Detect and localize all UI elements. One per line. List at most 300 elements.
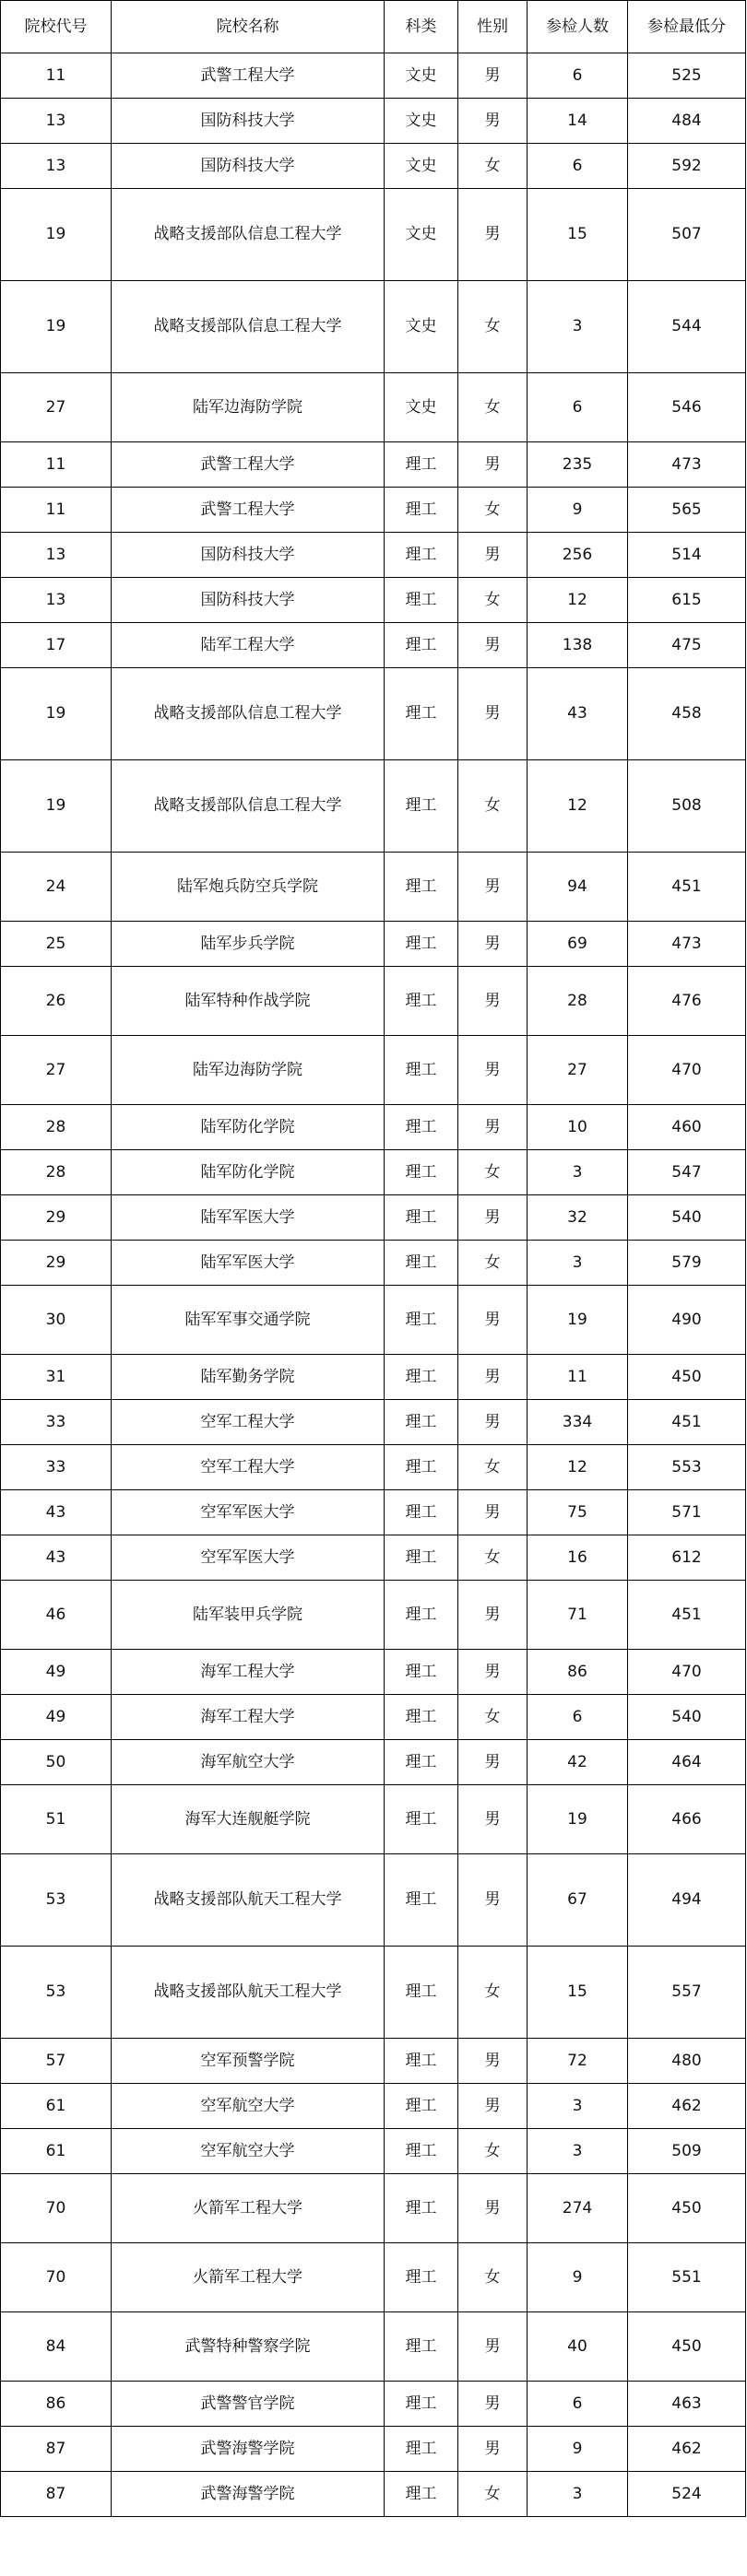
cell-code: 49 bbox=[1, 1695, 112, 1740]
cell-gender: 女 bbox=[458, 373, 528, 442]
table-row bbox=[1, 1490, 746, 1535]
cell-min-score: 475 bbox=[628, 623, 746, 668]
cell-category: 理工 bbox=[385, 2084, 458, 2129]
cell-min-score: 509 bbox=[628, 2129, 746, 2174]
cell-min-score: 470 bbox=[628, 1650, 746, 1695]
cell-gender: 男 bbox=[458, 922, 528, 967]
cell-category: 理工 bbox=[385, 2472, 458, 2517]
cell-min-score: 494 bbox=[628, 1854, 746, 1947]
table-row bbox=[1, 1854, 746, 1947]
cell-count: 27 bbox=[528, 1036, 628, 1105]
cell-min-score: 546 bbox=[628, 373, 746, 442]
cell-category: 理工 bbox=[385, 1581, 458, 1650]
table-row bbox=[1, 1740, 746, 1785]
cell-name: 海军工程大学 bbox=[112, 1650, 385, 1695]
table-row bbox=[1, 1650, 746, 1695]
cell-min-score: 547 bbox=[628, 1150, 746, 1195]
table-row bbox=[1, 2174, 746, 2243]
cell-code: 13 bbox=[1, 533, 112, 578]
cell-code: 28 bbox=[1, 1105, 112, 1150]
cell-code: 13 bbox=[1, 144, 112, 189]
cell-category: 理工 bbox=[385, 2312, 458, 2382]
cell-name: 国防科技大学 bbox=[112, 144, 385, 189]
cell-gender: 女 bbox=[458, 578, 528, 623]
cell-count: 9 bbox=[528, 2427, 628, 2472]
table-row bbox=[1, 2084, 746, 2129]
cell-name: 武警工程大学 bbox=[112, 488, 385, 533]
cell-name: 武警特种警察学院 bbox=[112, 2312, 385, 2382]
cell-code: 43 bbox=[1, 1535, 112, 1581]
table-row bbox=[1, 1695, 746, 1740]
table-row bbox=[1, 760, 746, 853]
cell-gender: 男 bbox=[458, 2084, 528, 2129]
cell-code: 86 bbox=[1, 2382, 112, 2427]
cell-name: 武警工程大学 bbox=[112, 442, 385, 488]
cell-min-score: 463 bbox=[628, 2382, 746, 2427]
table-row bbox=[1, 488, 746, 533]
cell-category: 理工 bbox=[385, 1195, 458, 1241]
cell-gender: 男 bbox=[458, 189, 528, 281]
cell-code: 87 bbox=[1, 2472, 112, 2517]
cell-category: 理工 bbox=[385, 1445, 458, 1490]
cell-gender: 男 bbox=[458, 2382, 528, 2427]
cell-code: 26 bbox=[1, 967, 112, 1036]
cell-name: 火箭军工程大学 bbox=[112, 2174, 385, 2243]
cell-name: 陆军装甲兵学院 bbox=[112, 1581, 385, 1650]
cell-name: 武警海警学院 bbox=[112, 2472, 385, 2517]
header-row bbox=[1, 1, 746, 53]
cell-category: 理工 bbox=[385, 760, 458, 853]
cell-name: 空军军医大学 bbox=[112, 1535, 385, 1581]
cell-name: 陆军特种作战学院 bbox=[112, 967, 385, 1036]
table-row bbox=[1, 1150, 746, 1195]
cell-code: 70 bbox=[1, 2174, 112, 2243]
cell-name: 火箭军工程大学 bbox=[112, 2243, 385, 2312]
cell-category: 理工 bbox=[385, 2174, 458, 2243]
cell-gender: 男 bbox=[458, 1036, 528, 1105]
cell-name: 海军工程大学 bbox=[112, 1695, 385, 1740]
cell-min-score: 540 bbox=[628, 1695, 746, 1740]
cell-count: 334 bbox=[528, 1400, 628, 1445]
cell-min-score: 514 bbox=[628, 533, 746, 578]
cell-name: 陆军边海防学院 bbox=[112, 373, 385, 442]
table-row bbox=[1, 853, 746, 922]
cell-code: 33 bbox=[1, 1445, 112, 1490]
cell-category: 理工 bbox=[385, 2039, 458, 2084]
cell-gender: 男 bbox=[458, 1490, 528, 1535]
cell-count: 235 bbox=[528, 442, 628, 488]
cell-category: 理工 bbox=[385, 967, 458, 1036]
cell-gender: 女 bbox=[458, 1947, 528, 2039]
table-row bbox=[1, 1036, 746, 1105]
cell-code: 29 bbox=[1, 1195, 112, 1241]
cell-count: 6 bbox=[528, 2382, 628, 2427]
cell-gender: 男 bbox=[458, 1581, 528, 1650]
cell-count: 256 bbox=[528, 533, 628, 578]
cell-min-score: 451 bbox=[628, 853, 746, 922]
cell-count: 14 bbox=[528, 99, 628, 144]
table-row bbox=[1, 2243, 746, 2312]
cell-count: 15 bbox=[528, 189, 628, 281]
cell-code: 50 bbox=[1, 1740, 112, 1785]
cell-category: 理工 bbox=[385, 1695, 458, 1740]
cell-name: 陆军勤务学院 bbox=[112, 1355, 385, 1400]
cell-code: 57 bbox=[1, 2039, 112, 2084]
cell-category: 理工 bbox=[385, 1355, 458, 1400]
table-row bbox=[1, 442, 746, 488]
cell-min-score: 473 bbox=[628, 922, 746, 967]
cell-count: 3 bbox=[528, 2084, 628, 2129]
cell-category: 理工 bbox=[385, 1400, 458, 1445]
cell-category: 理工 bbox=[385, 2382, 458, 2427]
cell-gender: 男 bbox=[458, 1740, 528, 1785]
cell-code: 11 bbox=[1, 488, 112, 533]
cell-min-score: 462 bbox=[628, 2084, 746, 2129]
cell-count: 12 bbox=[528, 760, 628, 853]
cell-gender: 男 bbox=[458, 623, 528, 668]
cell-count: 274 bbox=[528, 2174, 628, 2243]
cell-min-score: 612 bbox=[628, 1535, 746, 1581]
cell-code: 43 bbox=[1, 1490, 112, 1535]
cell-name: 陆军炮兵防空兵学院 bbox=[112, 853, 385, 922]
cell-code: 19 bbox=[1, 189, 112, 281]
cell-gender: 男 bbox=[458, 2312, 528, 2382]
cell-gender: 男 bbox=[458, 853, 528, 922]
cell-gender: 男 bbox=[458, 2039, 528, 2084]
cell-gender: 女 bbox=[458, 1695, 528, 1740]
cell-gender: 男 bbox=[458, 1355, 528, 1400]
cell-code: 49 bbox=[1, 1650, 112, 1695]
cell-category: 理工 bbox=[385, 488, 458, 533]
cell-min-score: 470 bbox=[628, 1036, 746, 1105]
cell-code: 53 bbox=[1, 1947, 112, 2039]
cell-code: 51 bbox=[1, 1785, 112, 1854]
cell-code: 11 bbox=[1, 53, 112, 99]
cell-gender: 女 bbox=[458, 1150, 528, 1195]
table-row bbox=[1, 281, 746, 373]
cell-category: 文史 bbox=[385, 373, 458, 442]
header-count: 参检人数 bbox=[528, 1, 628, 53]
cell-gender: 女 bbox=[458, 144, 528, 189]
cell-count: 12 bbox=[528, 578, 628, 623]
cell-name: 空军航空大学 bbox=[112, 2084, 385, 2129]
cell-gender: 男 bbox=[458, 1400, 528, 1445]
cell-min-score: 551 bbox=[628, 2243, 746, 2312]
cell-count: 42 bbox=[528, 1740, 628, 1785]
cell-category: 理工 bbox=[385, 578, 458, 623]
cell-code: 13 bbox=[1, 99, 112, 144]
table-row bbox=[1, 2382, 746, 2427]
cell-category: 理工 bbox=[385, 1490, 458, 1535]
cell-name: 国防科技大学 bbox=[112, 578, 385, 623]
cell-name: 海军航空大学 bbox=[112, 1740, 385, 1785]
cell-gender: 男 bbox=[458, 1195, 528, 1241]
cell-gender: 女 bbox=[458, 760, 528, 853]
cell-name: 陆军军事交通学院 bbox=[112, 1286, 385, 1355]
cell-count: 6 bbox=[528, 53, 628, 99]
cell-min-score: 480 bbox=[628, 2039, 746, 2084]
cell-name: 国防科技大学 bbox=[112, 533, 385, 578]
cell-category: 理工 bbox=[385, 853, 458, 922]
cell-gender: 男 bbox=[458, 1286, 528, 1355]
table-row bbox=[1, 2427, 746, 2472]
table-row bbox=[1, 1785, 746, 1854]
cell-count: 9 bbox=[528, 488, 628, 533]
cell-category: 文史 bbox=[385, 281, 458, 373]
cell-code: 28 bbox=[1, 1150, 112, 1195]
cell-min-score: 508 bbox=[628, 760, 746, 853]
cell-count: 28 bbox=[528, 967, 628, 1036]
table-row bbox=[1, 144, 746, 189]
cell-name: 海军大连舰艇学院 bbox=[112, 1785, 385, 1854]
cell-gender: 女 bbox=[458, 2472, 528, 2517]
cell-min-score: 450 bbox=[628, 1355, 746, 1400]
cell-name: 武警工程大学 bbox=[112, 53, 385, 99]
cell-gender: 男 bbox=[458, 2174, 528, 2243]
table-row bbox=[1, 967, 746, 1036]
table-row bbox=[1, 1535, 746, 1581]
table-row bbox=[1, 189, 746, 281]
table-row bbox=[1, 1947, 746, 2039]
cell-count: 9 bbox=[528, 2243, 628, 2312]
cell-gender: 男 bbox=[458, 1854, 528, 1947]
cell-min-score: 592 bbox=[628, 144, 746, 189]
cell-min-score: 615 bbox=[628, 578, 746, 623]
table-row bbox=[1, 623, 746, 668]
cell-count: 19 bbox=[528, 1785, 628, 1854]
cell-min-score: 464 bbox=[628, 1740, 746, 1785]
cell-min-score: 553 bbox=[628, 1445, 746, 1490]
cell-category: 理工 bbox=[385, 1105, 458, 1150]
cell-min-score: 466 bbox=[628, 1785, 746, 1854]
cell-count: 72 bbox=[528, 2039, 628, 2084]
cell-count: 43 bbox=[528, 668, 628, 760]
cell-min-score: 557 bbox=[628, 1947, 746, 2039]
table-row bbox=[1, 2312, 746, 2382]
cell-category: 文史 bbox=[385, 99, 458, 144]
table-row bbox=[1, 578, 746, 623]
cell-name: 空军工程大学 bbox=[112, 1400, 385, 1445]
cell-count: 6 bbox=[528, 373, 628, 442]
cell-code: 19 bbox=[1, 281, 112, 373]
cell-gender: 男 bbox=[458, 533, 528, 578]
table-row bbox=[1, 373, 746, 442]
cell-name: 战略支援部队信息工程大学 bbox=[112, 281, 385, 373]
cell-name: 陆军军医大学 bbox=[112, 1241, 385, 1286]
table-row bbox=[1, 533, 746, 578]
cell-code: 29 bbox=[1, 1241, 112, 1286]
cell-name: 战略支援部队信息工程大学 bbox=[112, 760, 385, 853]
cell-category: 理工 bbox=[385, 922, 458, 967]
cell-name: 空军航空大学 bbox=[112, 2129, 385, 2174]
cell-min-score: 507 bbox=[628, 189, 746, 281]
cell-name: 战略支援部队信息工程大学 bbox=[112, 668, 385, 760]
cell-code: 30 bbox=[1, 1286, 112, 1355]
cell-min-score: 476 bbox=[628, 967, 746, 1036]
cell-gender: 女 bbox=[458, 488, 528, 533]
table-row bbox=[1, 1241, 746, 1286]
cell-count: 6 bbox=[528, 1695, 628, 1740]
cell-name: 空军工程大学 bbox=[112, 1445, 385, 1490]
cell-code: 70 bbox=[1, 2243, 112, 2312]
cell-code: 87 bbox=[1, 2427, 112, 2472]
cell-count: 86 bbox=[528, 1650, 628, 1695]
cell-count: 3 bbox=[528, 281, 628, 373]
cell-name: 战略支援部队信息工程大学 bbox=[112, 189, 385, 281]
cell-gender: 女 bbox=[458, 2243, 528, 2312]
header-min-score: 参检最低分 bbox=[628, 1, 746, 53]
cell-min-score: 462 bbox=[628, 2427, 746, 2472]
cell-min-score: 524 bbox=[628, 2472, 746, 2517]
cell-code: 84 bbox=[1, 2312, 112, 2382]
cell-gender: 男 bbox=[458, 53, 528, 99]
cell-category: 文史 bbox=[385, 189, 458, 281]
cell-gender: 男 bbox=[458, 668, 528, 760]
cell-code: 25 bbox=[1, 922, 112, 967]
cell-category: 理工 bbox=[385, 1740, 458, 1785]
header-category: 科类 bbox=[385, 1, 458, 53]
cell-category: 文史 bbox=[385, 144, 458, 189]
cell-code: 27 bbox=[1, 1036, 112, 1105]
cell-count: 19 bbox=[528, 1286, 628, 1355]
cell-code: 11 bbox=[1, 442, 112, 488]
table-row bbox=[1, 668, 746, 760]
table-row bbox=[1, 1355, 746, 1400]
cell-count: 16 bbox=[528, 1535, 628, 1581]
cell-name: 陆军军医大学 bbox=[112, 1195, 385, 1241]
cell-count: 94 bbox=[528, 853, 628, 922]
cell-count: 71 bbox=[528, 1581, 628, 1650]
cell-count: 32 bbox=[528, 1195, 628, 1241]
cell-gender: 男 bbox=[458, 99, 528, 144]
header-gender: 性别 bbox=[458, 1, 528, 53]
cell-count: 3 bbox=[528, 1241, 628, 1286]
cell-count: 3 bbox=[528, 1150, 628, 1195]
cell-code: 17 bbox=[1, 623, 112, 668]
cell-code: 19 bbox=[1, 668, 112, 760]
table-row bbox=[1, 1105, 746, 1150]
cell-min-score: 473 bbox=[628, 442, 746, 488]
cell-code: 61 bbox=[1, 2129, 112, 2174]
cell-gender: 女 bbox=[458, 2129, 528, 2174]
table-row bbox=[1, 99, 746, 144]
cell-gender: 女 bbox=[458, 281, 528, 373]
cell-category: 理工 bbox=[385, 1947, 458, 2039]
cell-code: 13 bbox=[1, 578, 112, 623]
cell-name: 陆军边海防学院 bbox=[112, 1036, 385, 1105]
cell-category: 理工 bbox=[385, 1241, 458, 1286]
table-row bbox=[1, 53, 746, 99]
cell-category: 理工 bbox=[385, 1650, 458, 1695]
cell-gender: 男 bbox=[458, 1650, 528, 1695]
cell-code: 33 bbox=[1, 1400, 112, 1445]
cell-category: 理工 bbox=[385, 2129, 458, 2174]
cell-min-score: 579 bbox=[628, 1241, 746, 1286]
cell-count: 11 bbox=[528, 1355, 628, 1400]
cell-category: 理工 bbox=[385, 668, 458, 760]
cell-gender: 女 bbox=[458, 1241, 528, 1286]
cell-category: 文史 bbox=[385, 53, 458, 99]
cell-min-score: 451 bbox=[628, 1400, 746, 1445]
cell-gender: 男 bbox=[458, 2427, 528, 2472]
cell-min-score: 484 bbox=[628, 99, 746, 144]
table-row bbox=[1, 2039, 746, 2084]
cell-gender: 男 bbox=[458, 967, 528, 1036]
cell-count: 138 bbox=[528, 623, 628, 668]
cell-code: 19 bbox=[1, 760, 112, 853]
table-row bbox=[1, 1400, 746, 1445]
cell-name: 战略支援部队航天工程大学 bbox=[112, 1854, 385, 1947]
cell-count: 40 bbox=[528, 2312, 628, 2382]
cell-category: 理工 bbox=[385, 623, 458, 668]
header-code: 院校代号 bbox=[1, 1, 112, 53]
cell-category: 理工 bbox=[385, 1535, 458, 1581]
cell-count: 15 bbox=[528, 1947, 628, 2039]
cell-gender: 女 bbox=[458, 1535, 528, 1581]
cell-min-score: 544 bbox=[628, 281, 746, 373]
cell-count: 67 bbox=[528, 1854, 628, 1947]
header-name: 院校名称 bbox=[112, 1, 385, 53]
cell-name: 武警警官学院 bbox=[112, 2382, 385, 2427]
table-row bbox=[1, 1195, 746, 1241]
cell-category: 理工 bbox=[385, 1785, 458, 1854]
cell-gender: 男 bbox=[458, 1785, 528, 1854]
table-body bbox=[1, 53, 746, 2517]
cell-code: 24 bbox=[1, 853, 112, 922]
cell-code: 46 bbox=[1, 1581, 112, 1650]
cell-gender: 男 bbox=[458, 442, 528, 488]
cell-min-score: 565 bbox=[628, 488, 746, 533]
table-row bbox=[1, 2472, 746, 2517]
cell-code: 53 bbox=[1, 1854, 112, 1947]
cell-name: 战略支援部队航天工程大学 bbox=[112, 1947, 385, 2039]
table-row bbox=[1, 1581, 746, 1650]
cell-count: 3 bbox=[528, 2129, 628, 2174]
cell-count: 75 bbox=[528, 1490, 628, 1535]
cell-category: 理工 bbox=[385, 1036, 458, 1105]
cell-name: 陆军工程大学 bbox=[112, 623, 385, 668]
table-row bbox=[1, 922, 746, 967]
cell-min-score: 451 bbox=[628, 1581, 746, 1650]
table-row bbox=[1, 1445, 746, 1490]
cell-count: 69 bbox=[528, 922, 628, 967]
cell-min-score: 458 bbox=[628, 668, 746, 760]
cell-category: 理工 bbox=[385, 2243, 458, 2312]
cell-min-score: 450 bbox=[628, 2174, 746, 2243]
cell-name: 国防科技大学 bbox=[112, 99, 385, 144]
table-row bbox=[1, 1286, 746, 1355]
cell-min-score: 450 bbox=[628, 2312, 746, 2382]
cell-min-score: 525 bbox=[628, 53, 746, 99]
cell-category: 理工 bbox=[385, 442, 458, 488]
cell-count: 12 bbox=[528, 1445, 628, 1490]
cell-code: 31 bbox=[1, 1355, 112, 1400]
cell-category: 理工 bbox=[385, 2427, 458, 2472]
cell-count: 3 bbox=[528, 2472, 628, 2517]
cell-name: 空军预警学院 bbox=[112, 2039, 385, 2084]
cell-gender: 男 bbox=[458, 1105, 528, 1150]
cell-category: 理工 bbox=[385, 1286, 458, 1355]
cell-name: 陆军防化学院 bbox=[112, 1150, 385, 1195]
cell-code: 61 bbox=[1, 2084, 112, 2129]
cell-min-score: 540 bbox=[628, 1195, 746, 1241]
cell-count: 6 bbox=[528, 144, 628, 189]
cell-category: 理工 bbox=[385, 533, 458, 578]
cell-name: 空军军医大学 bbox=[112, 1490, 385, 1535]
cell-category: 理工 bbox=[385, 1150, 458, 1195]
cell-count: 10 bbox=[528, 1105, 628, 1150]
cell-name: 陆军步兵学院 bbox=[112, 922, 385, 967]
